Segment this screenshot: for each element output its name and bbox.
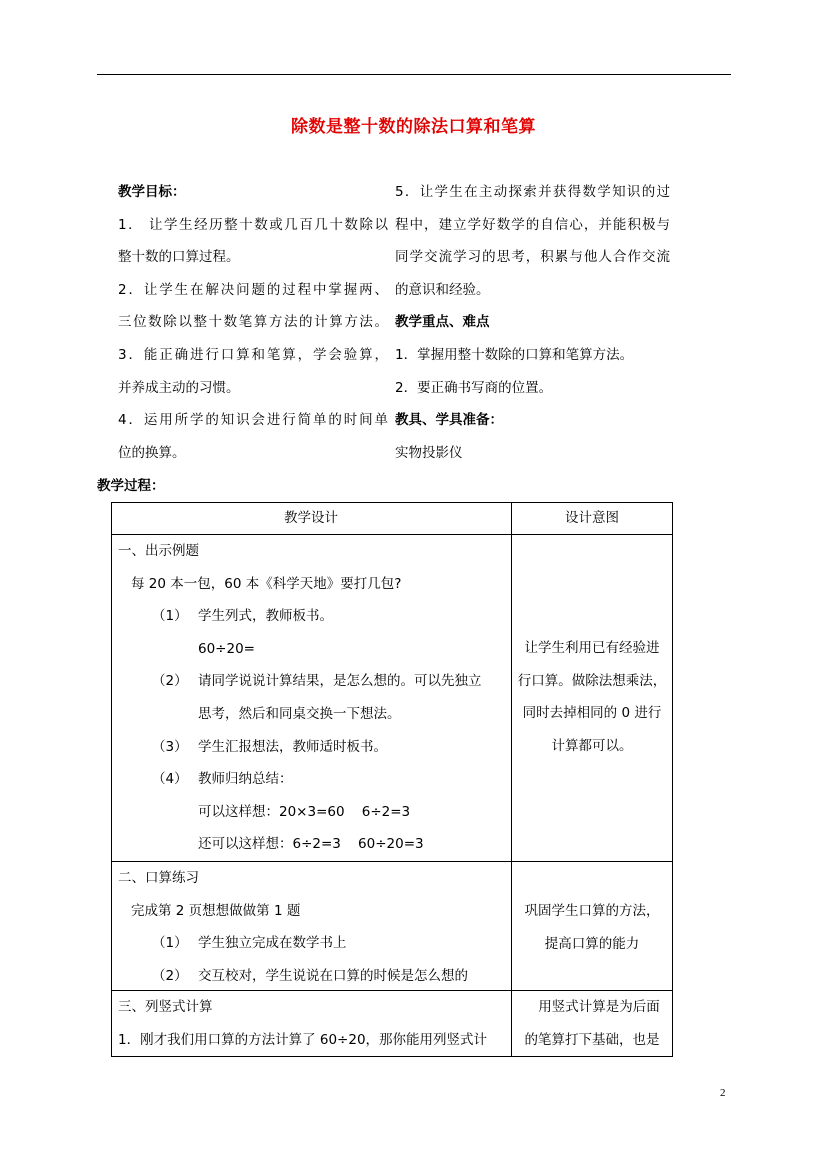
key-point-line: 2．要正确书写商的位置。 [395,379,553,396]
step-text: 学生列式，教师板书。 [198,608,333,625]
goal-line: 同学交流学习的思考，积累与他人合作交流 [395,249,670,266]
teaching-process-table [111,502,673,1057]
formula: 可以这样想：20×3=60 6÷2=3 [198,803,411,820]
goal-line: 1． 让学生经历整十数或几百几十数除以 [118,216,388,233]
step-text: 学生独立完成在数学书上 [198,935,347,952]
formula: 还可以这样想：6÷2=3 60÷20=3 [198,836,424,853]
page-number: 2 [720,1087,726,1099]
process-heading: 教学过程： [97,478,165,494]
tools-heading: 教具、学具准备： [395,412,503,429]
document-title: 除数是整十数的除法口算和笔算 [291,117,536,137]
task-text: 完成第 2 页想想做做第 1 题 [131,902,301,919]
goal-line: 位的换算。 [118,444,186,461]
step-number: （1） [152,608,188,625]
step-number: （4） [152,771,188,788]
table-border [511,502,512,1057]
intent-line: 的笔算打下基础，也是 [524,1031,660,1048]
header-rule [97,74,731,75]
goal-line: 程中，建立学好数学的自信心，并能积极与 [395,216,670,233]
goal-line: 三位数除以整十数笔算方法的计算方法。 [118,314,388,331]
intent-line: 行口算。做除法想乘法， [517,672,667,689]
step-text: 学生汇报想法，教师适时板书。 [198,738,387,755]
step-text: 教师归纳总结： [198,771,293,788]
section-title: 二、口算练习 [118,870,199,886]
intent-oral-practice [514,895,670,960]
tools-line: 实物投影仪 [395,444,463,461]
goal-line: 并养成主动的习惯。 [118,379,240,396]
intent-example [514,632,670,762]
section-oral-practice [118,862,508,992]
intent-line: 计算都可以。 [551,737,633,754]
section-example [118,535,508,861]
key-points-heading: 教学重点、难点 [395,314,490,331]
section-title: 三、列竖式计算 [118,999,213,1015]
step-number: （2） [152,967,188,984]
goal-line: 3．能正确进行口算和笔算，学会验算， [118,346,388,363]
step-number: （2） [152,673,188,690]
intent-line: 提高口算的能力 [544,935,640,952]
section-title: 一、出示例题 [118,543,199,559]
goals-column-right [395,176,670,469]
table-header-intent: 设计意图 [565,510,619,526]
goal-line: 整十数的口算过程。 [118,249,240,266]
step-text: 请同学说说计算结果，是怎么想的。可以先独立 [198,673,482,690]
goal-line: 5．让学生在主动探索并获得数学知识的过 [395,184,670,200]
section-vertical-calc [118,991,508,1056]
formula: 60÷20= [198,640,255,657]
intent-vertical-calc [514,991,670,1056]
intent-line: 巩固学生口算的方法， [524,903,660,919]
section-text: 1．刚才我们用口算的方法计算了 60÷20，那你能用列竖式计 [118,1031,488,1048]
step-text: 交互校对，学生说说在口算的时候是怎么想的 [198,967,468,984]
goal-line: 2．让学生在解决问题的过程中掌握两、 [118,281,388,298]
intent-line: 用竖式计算是为后面 [538,999,660,1015]
table-border [672,502,673,1057]
step-number: （3） [152,738,188,755]
intent-line: 同时去掉相同的 0 进行 [522,705,662,722]
goal-line: 4．运用所学的知识会进行简单的时间单 [118,412,388,429]
goal-line: 的意识和经验。 [395,281,490,298]
step-number: （1） [152,935,188,952]
step-text: 思考，然后和同桌交换一下想法。 [198,705,401,722]
table-header-design: 教学设计 [284,510,338,526]
goals-heading: 教学目标： [118,184,186,200]
problem-text: 每 20 本一包，60 本《科学天地》要打几包? [131,575,402,592]
intent-line: 让学生利用已有经验进 [524,640,660,656]
table-border [111,502,112,1057]
key-point-line: 1．掌握用整十数除的口算和笔算方法。 [395,346,634,363]
goals-column [118,176,388,469]
